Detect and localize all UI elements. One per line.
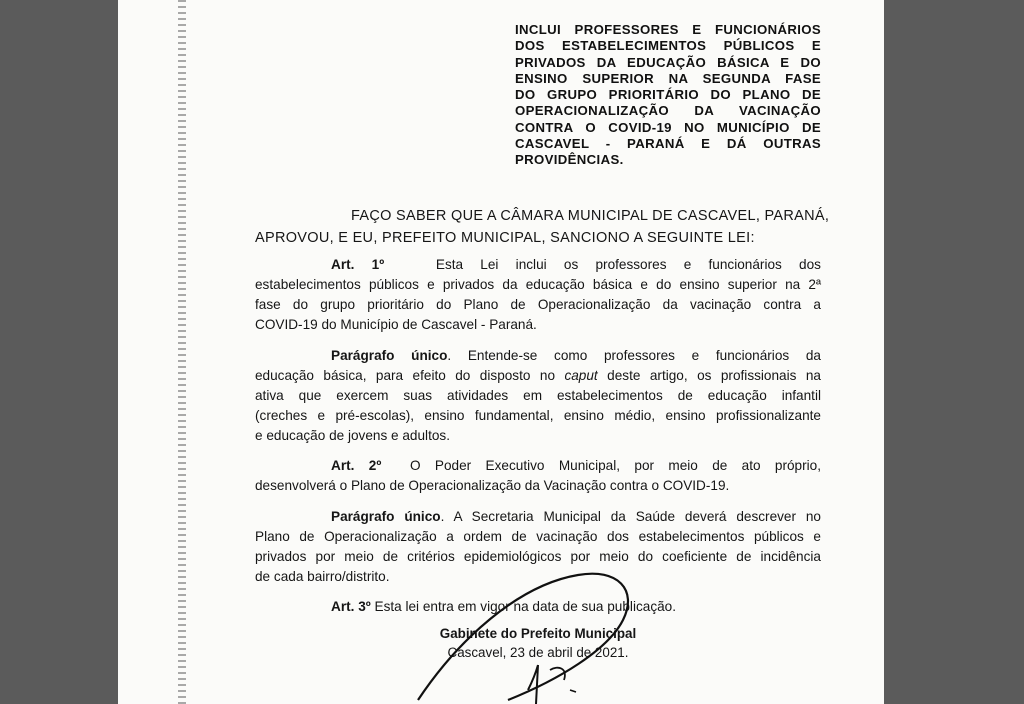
article-3 bbox=[255, 597, 821, 617]
paragraph-text: (creches e pré-escolas), ensino fundamental, ensino médio, ensino profissionalizante bbox=[255, 408, 821, 423]
caput-term: caput bbox=[564, 368, 598, 383]
preamble-line: FAÇO SABER QUE A CÂMARA MUNICIPAL DE CASCAVEL, PARANÁ, bbox=[351, 208, 830, 224]
page-edge-marks bbox=[178, 0, 186, 704]
article-label: Art. 1º bbox=[331, 257, 385, 272]
summary-line: PRIVADOS DA EDUCAÇÃO BÁSICA E DO bbox=[515, 54, 821, 70]
summary-line: DO GRUPO PRIORITÁRIO DO PLANO DE bbox=[515, 87, 821, 103]
article-label: Art. 3º bbox=[331, 599, 371, 614]
preamble-line: APROVOU, E EU, PREFEITO MUNICIPAL, SANCIONO A SEGUINTE LEI: bbox=[255, 230, 755, 246]
document-page bbox=[118, 0, 884, 704]
signature-block bbox=[418, 624, 658, 662]
paragraph-text: . Entende-se como professores e funcionários da bbox=[447, 348, 821, 363]
paragraph-text: ativa que exercem suas atividades em estabelecimentos de educação infantil bbox=[255, 388, 821, 403]
paragraph-label: Parágrafo único bbox=[331, 509, 441, 524]
summary-line: PROVIDÊNCIAS. bbox=[515, 152, 624, 168]
paragraph-text: . A Secretaria Municipal da Saúde deverá descrever no bbox=[440, 509, 821, 524]
article-1 bbox=[255, 255, 821, 335]
summary-line: OPERACIONALIZAÇÃO DA VACINAÇÃO bbox=[515, 103, 821, 119]
article-text: O Poder Executivo Municipal, por meio de ato próprio, bbox=[410, 458, 821, 473]
law-summary bbox=[515, 22, 821, 169]
office-name: Gabinete do Prefeito Municipal bbox=[439, 626, 637, 641]
article-2-paragraph bbox=[255, 507, 821, 587]
paragraph-text: privados por meio de critérios epidemiológicos por meio do coeficiente de incidência bbox=[255, 549, 821, 564]
article-text: desenvolverá o Plano de Operacionalização da Vacinação contra o COVID-19. bbox=[255, 478, 730, 493]
article-text: COVID-19 do Município de Cascavel - Paraná. bbox=[255, 317, 537, 332]
summary-line: ENSINO SUPERIOR NA SEGUNDA FASE bbox=[515, 70, 821, 86]
paragraph-text: deste artigo, os profissionais na bbox=[597, 368, 821, 383]
signing-date: Cascavel, 23 de abril de 2021. bbox=[447, 645, 629, 660]
summary-line: CONTRA O COVID-19 NO MUNICÍPIO DE bbox=[515, 119, 821, 135]
summary-line: INCLUI PROFESSORES E FUNCIONÁRIOS bbox=[515, 22, 821, 37]
article-1-paragraph bbox=[255, 346, 821, 446]
article-text: estabelecimentos públicos e privados da educação básica e do ensino superior na 2ª bbox=[255, 277, 821, 292]
summary-line: CASCAVEL - PARANÁ E DÁ OUTRAS bbox=[515, 136, 821, 152]
article-label: Art. 2º bbox=[331, 458, 382, 473]
article-text: Esta lei entra em vigor na data de sua publicação. bbox=[374, 599, 677, 614]
paragraph-text: de cada bairro/distrito. bbox=[255, 569, 390, 584]
article-2 bbox=[255, 456, 821, 496]
paragraph-label: Parágrafo único bbox=[331, 348, 448, 363]
article-text: fase do grupo prioritário do Plano de Operacionalização da vacinação contra a bbox=[255, 297, 821, 312]
paragraph-text: educação básica, para efeito do disposto no bbox=[255, 368, 565, 383]
summary-line: DOS ESTABELECIMENTOS PÚBLICOS E bbox=[515, 38, 821, 54]
preamble bbox=[255, 205, 830, 249]
article-text: Esta Lei inclui os professores e funcionários dos bbox=[435, 257, 821, 272]
paragraph-text: Plano de Operacionalização a ordem de vacinação dos estabelecimentos públicos e bbox=[255, 529, 821, 544]
paragraph-text: e educação de jovens e adultos. bbox=[255, 428, 450, 443]
